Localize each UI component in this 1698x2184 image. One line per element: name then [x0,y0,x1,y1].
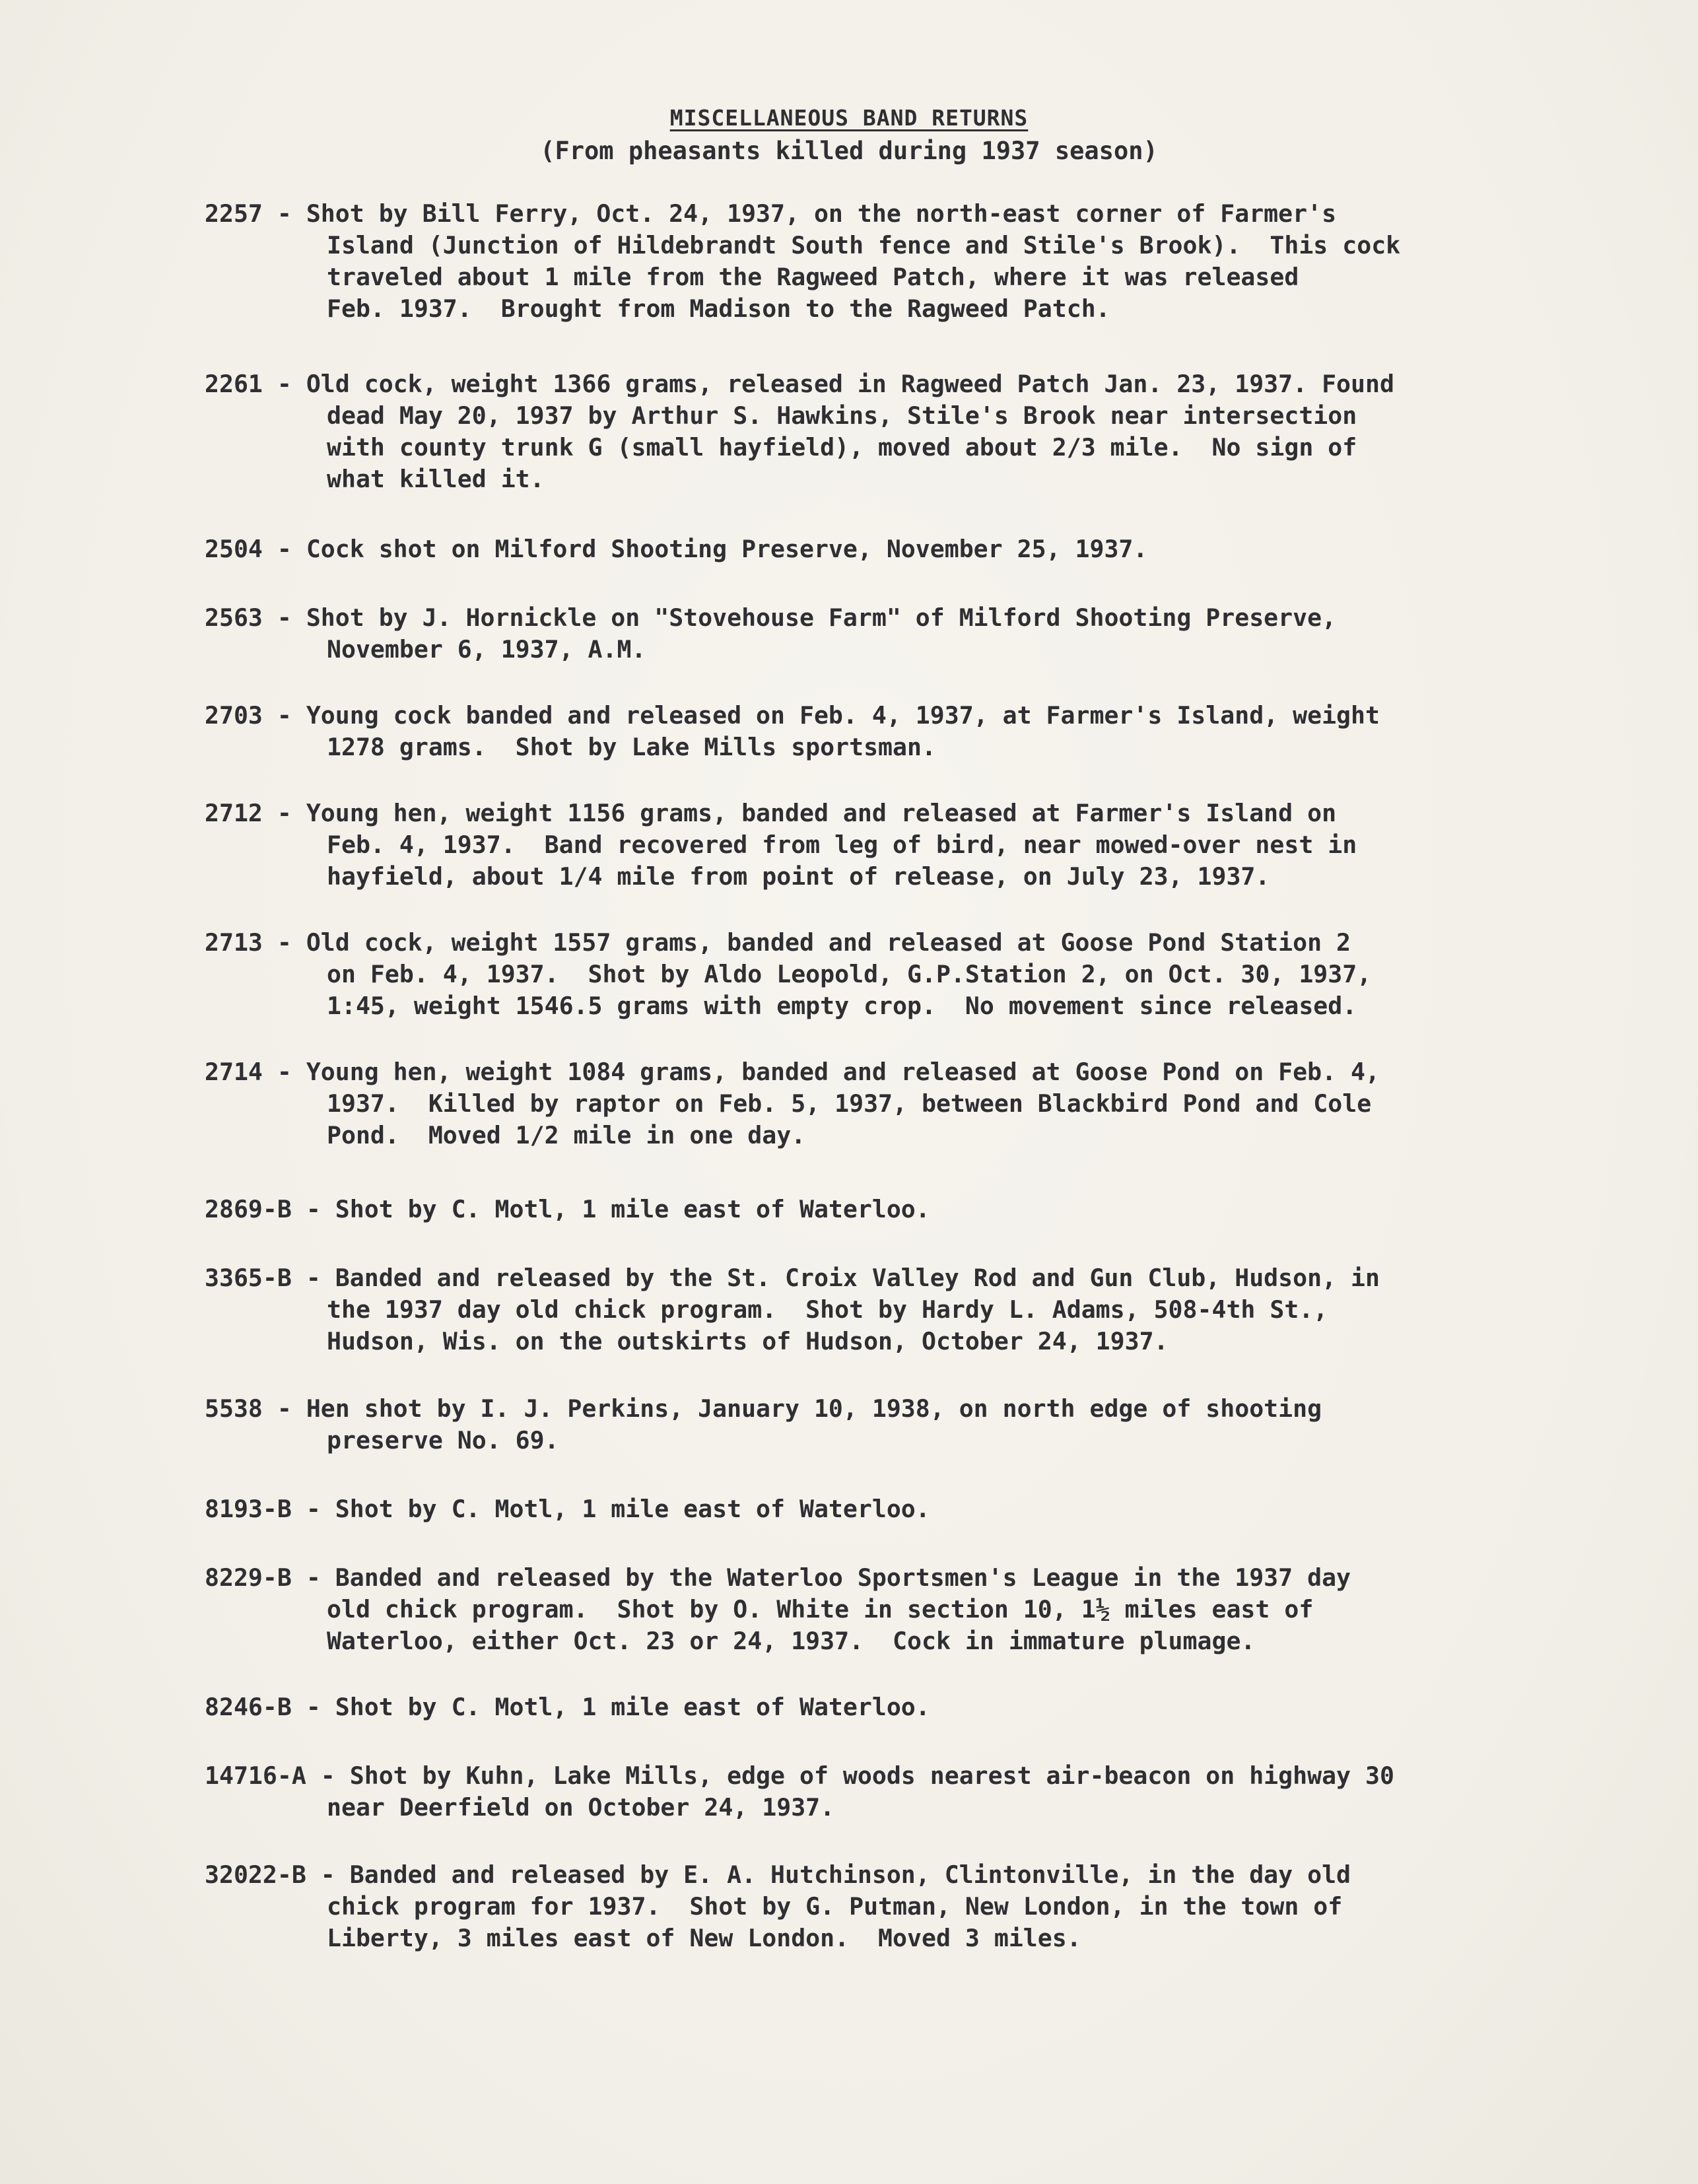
band-return-entry [205,602,1565,665]
entry-line: preserve No. 69. [327,1426,559,1454]
band-return-entry [205,368,1565,495]
entry-text: - Old cock, weight 1557 grams, banded and released at Goose Pond Station 2 [262,928,1351,957]
entry-line: Waterloo, either Oct. 23 or 24, 1937. Cock in immature plumage. [327,1627,1256,1655]
entry-line [205,927,1565,959]
entry-text: - Shot by C. Motl, 1 mile east of Waterloo. [291,1495,930,1523]
entry-line: Hudson, Wis. on the outskirts of Hudson, October 24, 1937. [327,1327,1169,1355]
entry-text: - Shot by J. Hornickle on "Stovehouse Farm" of Milford Shooting Preserve, [262,603,1337,632]
entry-line: near Deerfield on October 24, 1937. [327,1793,835,1822]
band-return-entry [205,198,1565,325]
document-subtitle: (From pheasants killed during 1937 season) [540,137,1158,165]
band-number: 2714 [205,1058,263,1086]
entry-line: November 6, 1937, A.M. [327,635,646,664]
band-number: 5538 [205,1394,263,1423]
band-number: 2713 [205,928,263,957]
entry-line: 1278 grams. Shot by Lake Mills sportsman. [327,733,936,761]
band-return-entry [205,1562,1565,1657]
band-number: 2563 [205,603,263,632]
entry-text: - Young hen, weight 1156 grams, banded and released at Farmer's Island on [262,799,1337,827]
band-number: 8229-B [205,1563,292,1592]
band-number: 3365-B [205,1264,292,1292]
band-number: 2703 [205,701,263,730]
entry-text: - Banded and released by the Waterloo Sportsmen's League in the 1937 day [291,1563,1351,1592]
entry-line [205,1691,1565,1723]
band-return-entry [205,1760,1565,1824]
entry-line [205,368,1565,400]
entry-line: Feb. 4, 1937. Band recovered from leg of bird, near mowed-over nest in [327,831,1357,859]
entry-line [205,1393,1565,1425]
band-return-entry [205,1194,1565,1225]
entry-line [205,1493,1565,1525]
entry-line: Feb. 1937. Brought from Madison to the Ragweed Patch. [327,294,1110,323]
entry-line [205,1760,1565,1792]
entry-line: the 1937 day old chick program. Shot by Hardy L. Adams, 508-4th St., [327,1295,1328,1324]
band-number: 2712 [205,799,263,827]
entry-line [205,198,1565,230]
band-return-entry [205,1691,1565,1723]
entry-line: with county trunk G (small hayfield), moved about 2/3 mile. No sign of [327,433,1357,461]
band-number: 2257 [205,199,263,228]
entry-line [205,798,1565,829]
entry-text: - Cock shot on Milford Shooting Preserve, November 25, 1937. [262,535,1148,563]
band-return-entry [205,1493,1565,1525]
entry-line [205,1262,1565,1294]
entry-text: - Shot by Kuhn, Lake Mills, edge of woods nearest air-beacon on highway 30 [306,1761,1394,1790]
entry-line [205,1194,1565,1225]
band-return-entry [205,1859,1565,1954]
entry-line: dead May 20, 1937 by Arthur S. Hawkins, Stile's Brook near intersection [327,401,1357,430]
entry-text: - Old cock, weight 1366 grams, released in Ragweed Patch Jan. 23, 1937. Found [262,370,1394,398]
entry-text: - Shot by Bill Ferry, Oct. 24, 1937, on the north-east corner of Farmer's [262,199,1337,228]
entry-line: old chick program. Shot by O. White in section 10, 1½ miles east of [327,1595,1314,1623]
entry-line: Island (Junction of Hildebrandt South fence and Stile's Brook). This cock [327,231,1401,259]
band-return-entry [205,533,1565,565]
entry-text: - Shot by C. Motl, 1 mile east of Waterloo. [291,1693,930,1721]
band-number: 8193-B [205,1495,292,1523]
band-number: 2261 [205,370,263,398]
entry-line: traveled about 1 mile from the Ragweed Patch, where it was released [327,263,1299,291]
band-return-entry [205,1393,1565,1456]
document-header [0,104,1698,168]
entry-line: chick program for 1937. Shot by G. Putman, New London, in the town of [327,1892,1343,1921]
entry-line: Pond. Moved 1/2 mile in one day. [327,1121,806,1149]
entry-text: - Banded and released by E. A. Hutchinson, Clintonville, in the day old [306,1860,1351,1889]
entry-text: - Young cock banded and released on Feb. 4, 1937, at Farmer's Island, weight [262,701,1380,730]
entry-line: hayfield, about 1/4 mile from point of release, on July 23, 1937. [327,862,1270,891]
band-number: 2504 [205,535,263,563]
document-title: MISCELLANEOUS BAND RETURNS [669,105,1029,131]
band-return-entry [205,798,1565,893]
entry-line: what killed it. [327,465,545,493]
entry-line: 1:45, weight 1546.5 grams with empty crop. No movement since released. [327,992,1357,1020]
entry-text: - Young hen, weight 1084 grams, banded and released at Goose Pond on Feb. 4, [262,1058,1380,1086]
band-return-entry [205,927,1565,1022]
entry-line [205,700,1565,732]
entry-line: 1937. Killed by raptor on Feb. 5, 1937, between Blackbird Pond and Cole [327,1089,1372,1118]
entry-line [205,1859,1565,1891]
band-number: 14716-A [205,1761,306,1790]
band-number: 32022-B [205,1860,306,1889]
band-number: 8246-B [205,1693,292,1721]
entry-line: Liberty, 3 miles east of New London. Moved 3 miles. [327,1924,1081,1952]
entry-line [205,1562,1565,1594]
band-return-entry [205,1262,1565,1357]
band-return-entry [205,700,1565,763]
entry-line [205,533,1565,565]
band-return-entry [205,1056,1565,1151]
entry-line [205,602,1565,634]
entry-line: on Feb. 4, 1937. Shot by Aldo Leopold, G.P.Station 2, on Oct. 30, 1937, [327,960,1372,988]
band-number: 2869-B [205,1195,292,1223]
entry-text: - Hen shot by I. J. Perkins, January 10, 1938, on north edge of shooting [262,1394,1322,1423]
entry-text: - Banded and released by the St. Croix Valley Rod and Gun Club, Hudson, in [291,1264,1380,1292]
entry-text: - Shot by C. Motl, 1 mile east of Waterloo. [291,1195,930,1223]
entry-line [205,1056,1565,1088]
